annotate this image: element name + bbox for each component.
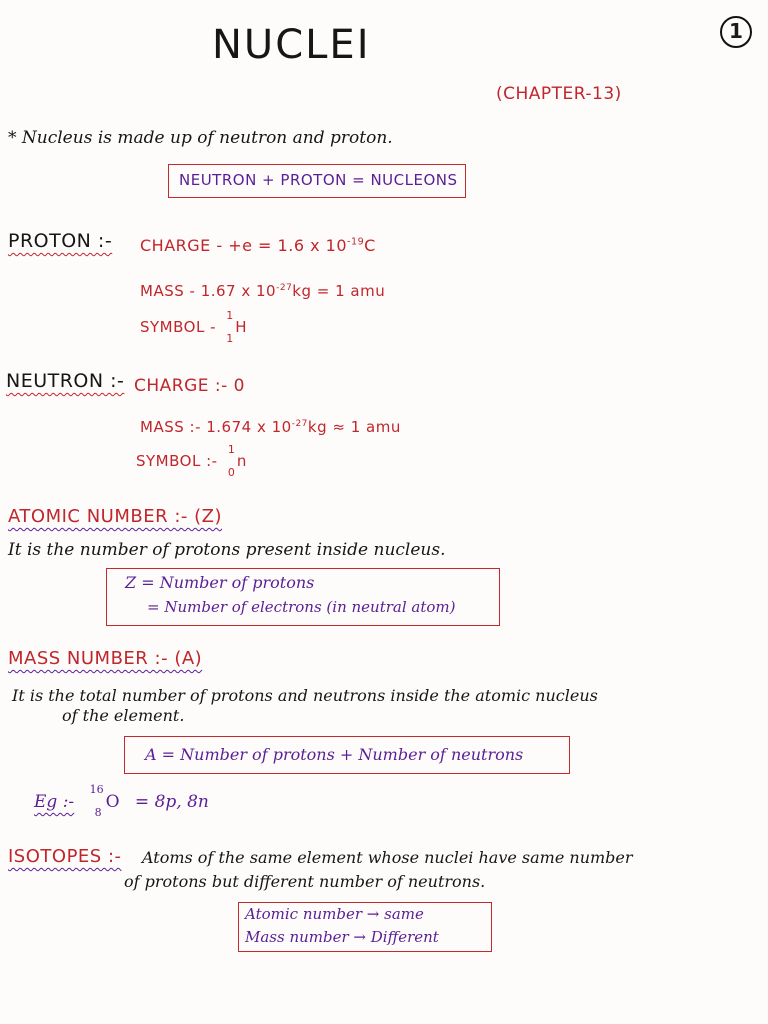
proton-charge: CHARGE - +e = 1.6 x $10^{-19}C$ <box>140 236 376 255</box>
mass-number-heading: MASS NUMBER :- (A) <box>8 648 203 669</box>
example-value: = 8p, 8n <box>134 792 209 812</box>
mass-number-example <box>34 783 209 819</box>
chapter-label: (CHAPTER-13) <box>496 84 622 104</box>
isotopes-heading: ISOTOPES :- <box>8 846 122 867</box>
atomic-number-heading: ATOMIC NUMBER :- (Z) <box>8 506 222 527</box>
proton-mass: MASS - 1.67 x $10^{-27}kg = 1$ amu <box>140 282 386 300</box>
mass-number-box-text: A = Number of protons + Number of neutrons <box>145 745 524 764</box>
mass-number-text-line1: It is the total number of protons and neutrons inside the atomic nucleus <box>12 686 598 705</box>
page-number-badge <box>720 16 752 48</box>
intro-text: * Nucleus is made up of neutron and proton. <box>8 128 393 148</box>
neutron-symbol: SYMBOL :- 1 n 0 <box>136 443 247 479</box>
neutron-nuclide: 1 n 0 <box>227 443 247 479</box>
proton-nuclide: 1 H 1 <box>226 309 248 345</box>
nucleons-box-text: NEUTRON + PROTON = NUCLEONS <box>179 171 458 189</box>
atomic-number-box <box>106 568 500 626</box>
proton-symbol: SYMBOL - 1 H 1 <box>140 309 248 345</box>
mass-number-text-line2: of the element. <box>62 706 185 725</box>
page-title: NUCLEI <box>212 22 371 68</box>
isotopes-text-line2: of protons but different number of neutrons. <box>124 872 486 891</box>
neutron-mass: MASS :- 1.674 x $10^{-27}kg \approx 1$ amu <box>140 418 401 436</box>
mass-number-box <box>124 736 570 774</box>
isotopes-box-line1: Atomic number → same <box>245 905 424 923</box>
atomic-number-box-line2: = Number of electrons (in neutral atom) <box>147 598 456 616</box>
neutron-charge: CHARGE :- 0 <box>134 376 245 396</box>
atomic-number-text: It is the number of protons present inside nucleus. <box>8 540 446 560</box>
isotopes-box <box>238 902 492 952</box>
page-number: 1 <box>729 19 743 43</box>
oxygen-nuclide: 16 O 8 <box>89 783 120 819</box>
neutron-heading: NEUTRON :- <box>6 370 125 392</box>
isotopes-box-line2: Mass number → Different <box>245 928 439 946</box>
isotopes-text-line1: Atoms of the same element whose nuclei have same number <box>142 848 633 867</box>
example-label: Eg :- <box>34 792 75 812</box>
atomic-number-box-line1: Z = Number of protons <box>125 573 315 592</box>
nucleons-box <box>168 164 466 198</box>
proton-heading: PROTON :- <box>8 230 113 252</box>
